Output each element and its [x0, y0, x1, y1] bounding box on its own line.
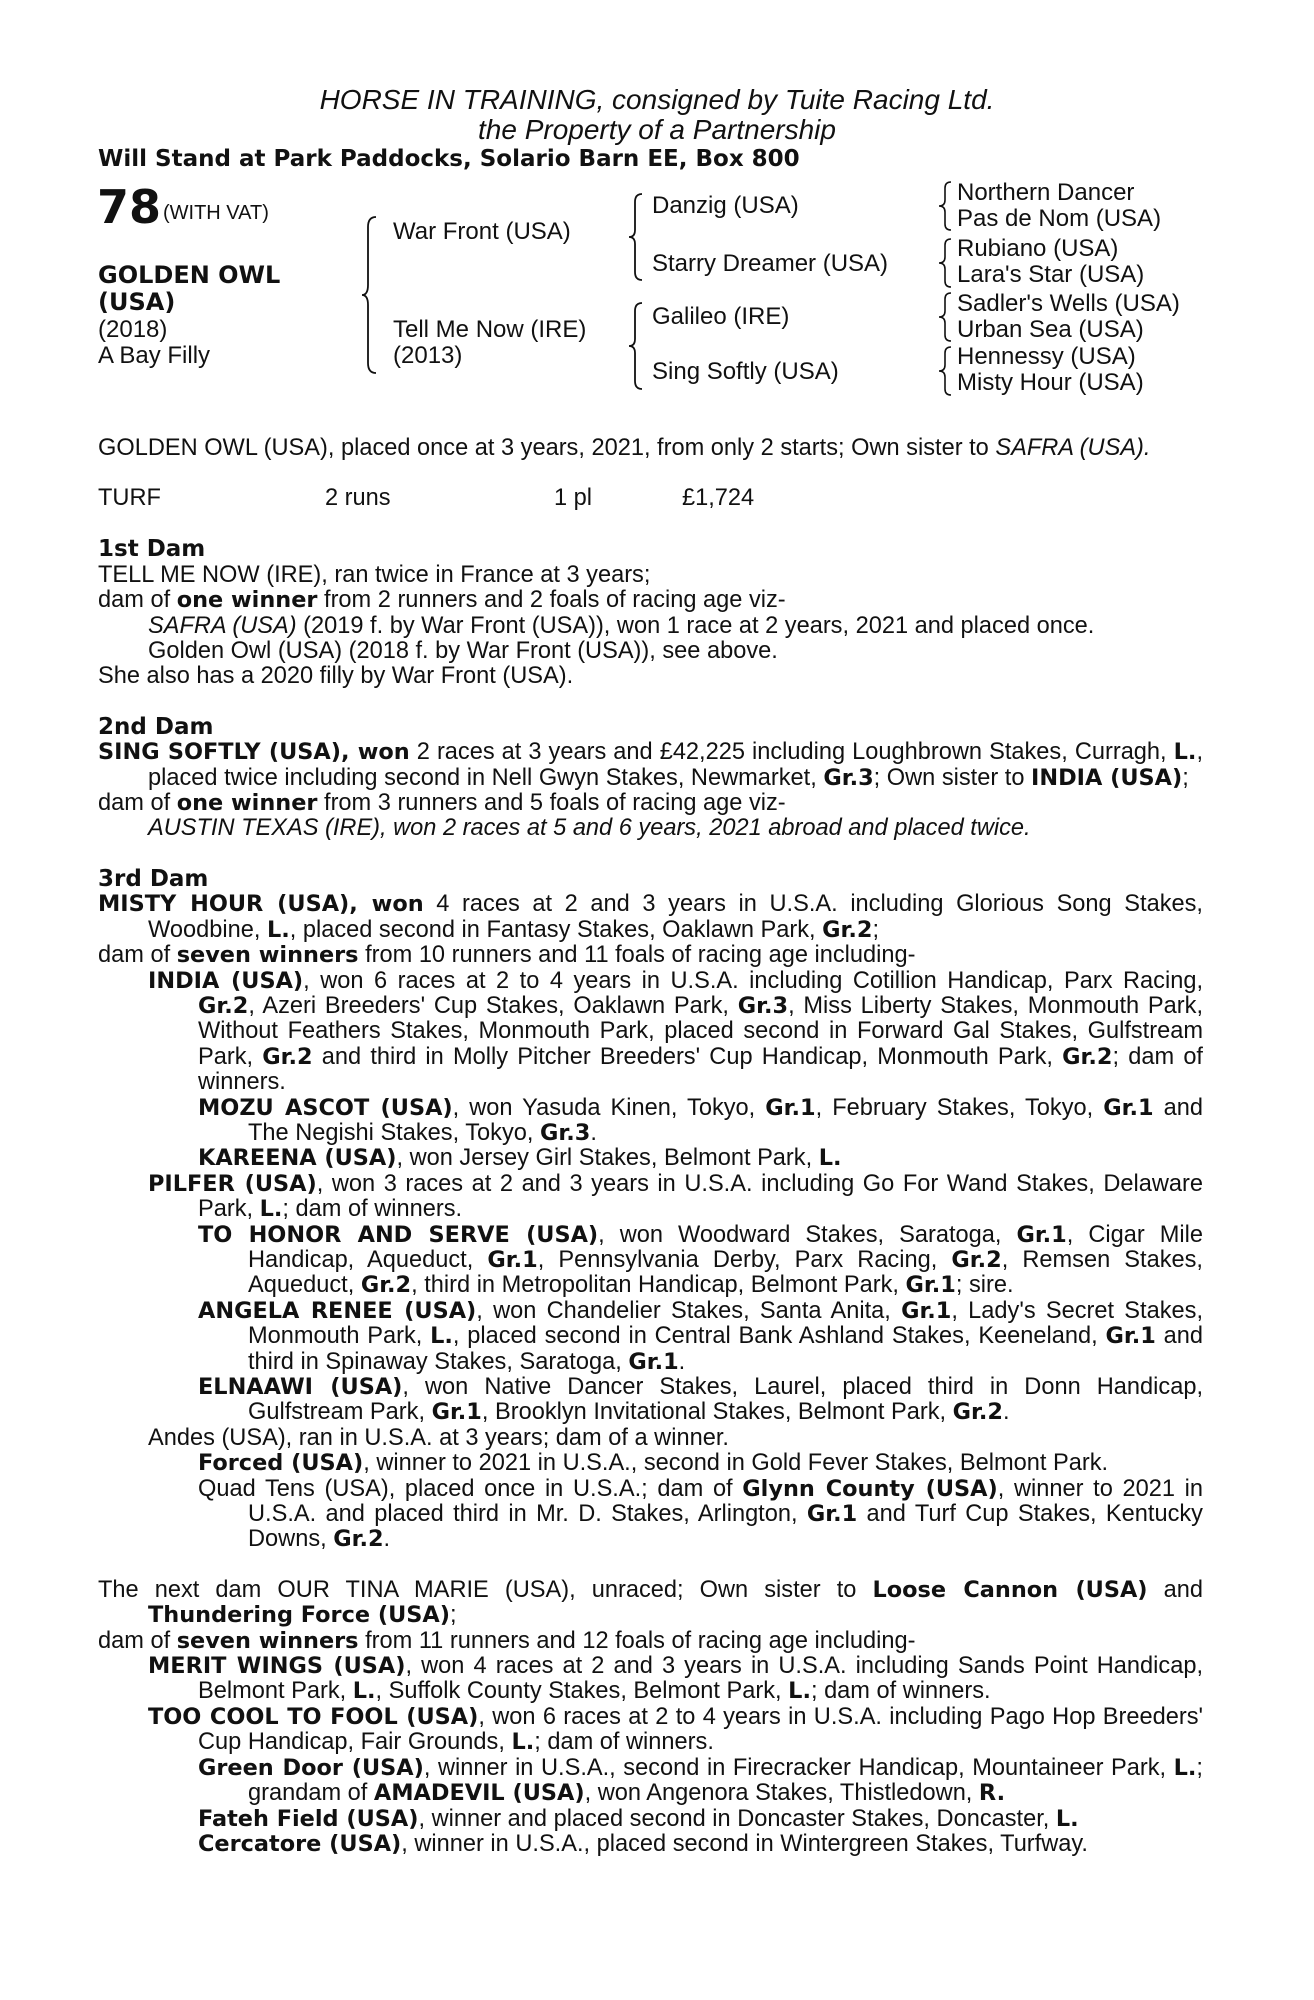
produce-pilfer: PILFER (USA), won 3 races at 2 and 3 years in U.S.A. including Go For Wand Stakes, Delaware Park, L.; dam of winners.	[148, 1170, 1203, 1223]
next-dam-record: The next dam OUR TINA MARIE (USA), unraced; Own sister to Loose Cannon (USA) and Thundering Force (USA);	[98, 1576, 1204, 1629]
first-dam-produce-golden-owl: Golden Owl (USA) (2018 f. by War Front (USA)), see above.	[148, 638, 778, 665]
produce-merit-wings: MERIT WINGS (USA), won 4 races at 2 and 3 years in U.S.A. including Sands Point Handicap, Belmont Park, L., Suffolk County Stakes, Belmont Park, L.; dam of winners.	[148, 1653, 1203, 1705]
pedigree-bracket-sire	[626, 192, 648, 282]
pedigree-sire-dam: Starry Dreamer (USA)	[652, 250, 889, 277]
produce-elnaawi: ELNAAWI (USA), won Native Dancer Stakes, Laurel, placed third in Donn Handicap, Gulfstream Park, Gr.1, Brooklyn Invitational Stakes, Belmont Park, Gr.2.	[198, 1374, 1203, 1426]
lot-number: 78	[97, 180, 162, 234]
race-record	[98, 486, 1203, 512]
pedigree-ssd: Pas de Nom (USA)	[957, 205, 1162, 232]
produce-angela-renee: ANGELA RENEE (USA), won Chandelier Stakes, Santa Anita, Gr.1, Lady's Secret Stakes, Monmouth Park, L., placed second in Central Bank Ashland Stakes, Keeneland, Gr.1 and third in Spinaway Stakes, Saratoga, Gr.1.	[198, 1297, 1203, 1375]
pedigree-bracket-g3-3	[937, 291, 955, 343]
pedigree-bracket-gen1	[360, 215, 384, 375]
catalogue-header-consignor: HORSE IN TRAINING, consigned by Tuite Racing Ltd.	[319, 84, 995, 115]
heading-second-dam: 2nd Dam	[98, 713, 214, 740]
pedigree-bracket-g3-2	[937, 237, 955, 289]
catalogue-header-location: Will Stand at Park Paddocks, Solario Barn EE, Box 800	[98, 146, 800, 172]
catalogue-page-body	[98, 436, 1203, 1857]
pedigree-dss: Sadler's Wells (USA)	[957, 290, 1180, 317]
horse-name: GOLDEN OWL	[98, 261, 281, 289]
produce-fateh-field: Fateh Field (USA), winner and placed second in Doncaster Stakes, Doncaster, L.	[198, 1805, 1079, 1832]
record-placed: 1 pl	[554, 485, 593, 512]
horse-description: A Bay Filly	[98, 342, 211, 369]
produce-green-door: Green Door (USA), winner in U.S.A., second in Firecracker Handicap, Mountaineer Park, L.; grandam of AMADEVIL (USA), won Angenora Stakes, Thistledown, R.	[198, 1754, 1203, 1807]
intro-paragraph: GOLDEN OWL (USA), placed once at 3 years, 2021, from only 2 starts; Own sister to SAFRA (USA).	[98, 435, 1151, 461]
first-dam-note: She also has a 2020 filly by War Front (USA).	[98, 663, 574, 690]
horse-foaling-year: (2018)	[98, 316, 168, 343]
pedigree-dam-sire: Galileo (IRE)	[652, 303, 790, 330]
record-surface: TURF	[98, 485, 161, 512]
pedigree-sds: Rubiano (USA)	[957, 235, 1119, 262]
pedigree-sire: War Front (USA)	[393, 218, 571, 245]
second-dam-produce-austin-texas: AUSTIN TEXAS (IRE), won 2 races at 5 and 6 years, 2021 abroad and placed twice.	[148, 815, 1031, 842]
third-dam-record: MISTY HOUR (USA), won 4 races at 2 and 3 years in U.S.A. including Glorious Song Stakes, Woodbine, L., placed second in Fantasy Stakes, Oaklawn Park, Gr.2;	[98, 891, 1203, 943]
first-dam-produce-summary: dam of one winner from 2 runners and 2 foals of racing age viz-	[98, 587, 786, 614]
produce-cercatore: Cercatore (USA), winner in U.S.A., placed second in Wintergreen Stakes, Turfway.	[198, 1830, 1088, 1857]
produce-india: INDIA (USA), won 6 races at 2 to 4 years in U.S.A. including Cotillion Handicap, Parx Racing, Gr.2, Azeri Breeders' Cup Stakes, Oaklawn Park, Gr.3, Miss Liberty Stakes, Monmouth Park, Without Feathers Stakes, Monmouth Park, placed second in Forward Gal Stakes, Gulfstream Park, Gr.2 and third in Molly Pitcher Breeders' Cup Handicap, Monmouth Park, Gr.2; dam of winners.	[148, 967, 1204, 1096]
produce-forced: Forced (USA), winner to 2021 in U.S.A., second in Gold Fever Stakes, Belmont Park.	[198, 1450, 1109, 1477]
pedigree-sdd: Lara's Star (USA)	[957, 261, 1145, 288]
pedigree-dds: Hennessy (USA)	[957, 343, 1136, 370]
record-earnings: £1,724	[682, 485, 755, 512]
pedigree-sire-sire: Danzig (USA)	[652, 192, 799, 219]
pedigree-dam: Tell Me Now (IRE)	[393, 316, 587, 343]
heading-third-dam: 3rd Dam	[98, 865, 209, 892]
first-dam-line: TELL ME NOW (IRE), ran twice in France at 3 years;	[98, 561, 651, 588]
second-dam-produce-summary: dam of one winner from 3 runners and 5 foals of racing age viz-	[98, 790, 786, 817]
first-dam-produce-safra: SAFRA (USA) (2019 f. by War Front (USA)), won 1 race at 2 years, 2021 and placed once.	[148, 612, 1095, 639]
pedigree-sss: Northern Dancer	[957, 179, 1135, 206]
horse-country: (USA)	[98, 288, 176, 316]
third-dam-produce-summary: dam of seven winners from 10 runners and 11 foals of racing age including-	[98, 942, 916, 969]
produce-kareena: KAREENA (USA), won Jersey Girl Stakes, Belmont Park, L.	[198, 1145, 842, 1172]
catalogue-header-property: the Property of a Partnership	[478, 114, 836, 145]
produce-to-honor-and-serve: TO HONOR AND SERVE (USA), won Woodward Stakes, Saratoga, Gr.1, Cigar Mile Handicap, Aqueduct, Gr.1, Pennsylvania Derby, Parx Racing, Gr.2, Remsen Stakes, Aqueduct, Gr.2, third in Metropolitan Handicap, Belmont Park, Gr.1; sire.	[198, 1221, 1203, 1299]
pedigree-bracket-g3-1	[937, 180, 955, 232]
pedigree-dam-dam: Sing Softly (USA)	[652, 358, 839, 385]
second-dam-record: SING SOFTLY (USA), won 2 races at 3 years and £42,225 including Loughbrown Stakes, Curragh, L., placed twice including second in Nell Gwyn Stakes, Newmarket, Gr.3; Own sister to INDIA (USA);	[98, 739, 1203, 791]
pedigree-dsd: Urban Sea (USA)	[957, 316, 1144, 343]
produce-mozu-ascot: MOZU ASCOT (USA), won Yasuda Kinen, Tokyo, Gr.1, February Stakes, Tokyo, Gr.1 and The Negishi Stakes, Tokyo, Gr.3.	[198, 1094, 1204, 1146]
vat-note: (WITH VAT)	[163, 202, 269, 224]
produce-quad-tens: Quad Tens (USA), placed once in U.S.A.; dam of Glynn County (USA), winner to 2021 in U.S.A. and placed third in Mr. D. Stakes, Arlington, Gr.1 and Turf Cup Stakes, Kentucky Downs, Gr.2.	[198, 1475, 1204, 1553]
produce-too-cool-to-fool: TOO COOL TO FOOL (USA), won 6 races at 2 to 4 years in U.S.A. including Pago Hop Breeders' Cup Handicap, Fair Grounds, L.; dam of winners.	[148, 1703, 1203, 1756]
pedigree-bracket-g3-4	[937, 345, 955, 397]
produce-andes: Andes (USA), ran in U.S.A. at 3 years; dam of a winner.	[148, 1424, 729, 1451]
record-runs: 2 runs	[325, 485, 391, 512]
next-dam-produce-summary: dam of seven winners from 11 runners and 12 foals of racing age including-	[98, 1627, 916, 1654]
heading-first-dam: 1st Dam	[98, 536, 206, 563]
pedigree-ddd: Misty Hour (USA)	[957, 369, 1144, 396]
pedigree-dam-year: (2013)	[393, 342, 463, 369]
pedigree-bracket-dam	[626, 301, 648, 391]
